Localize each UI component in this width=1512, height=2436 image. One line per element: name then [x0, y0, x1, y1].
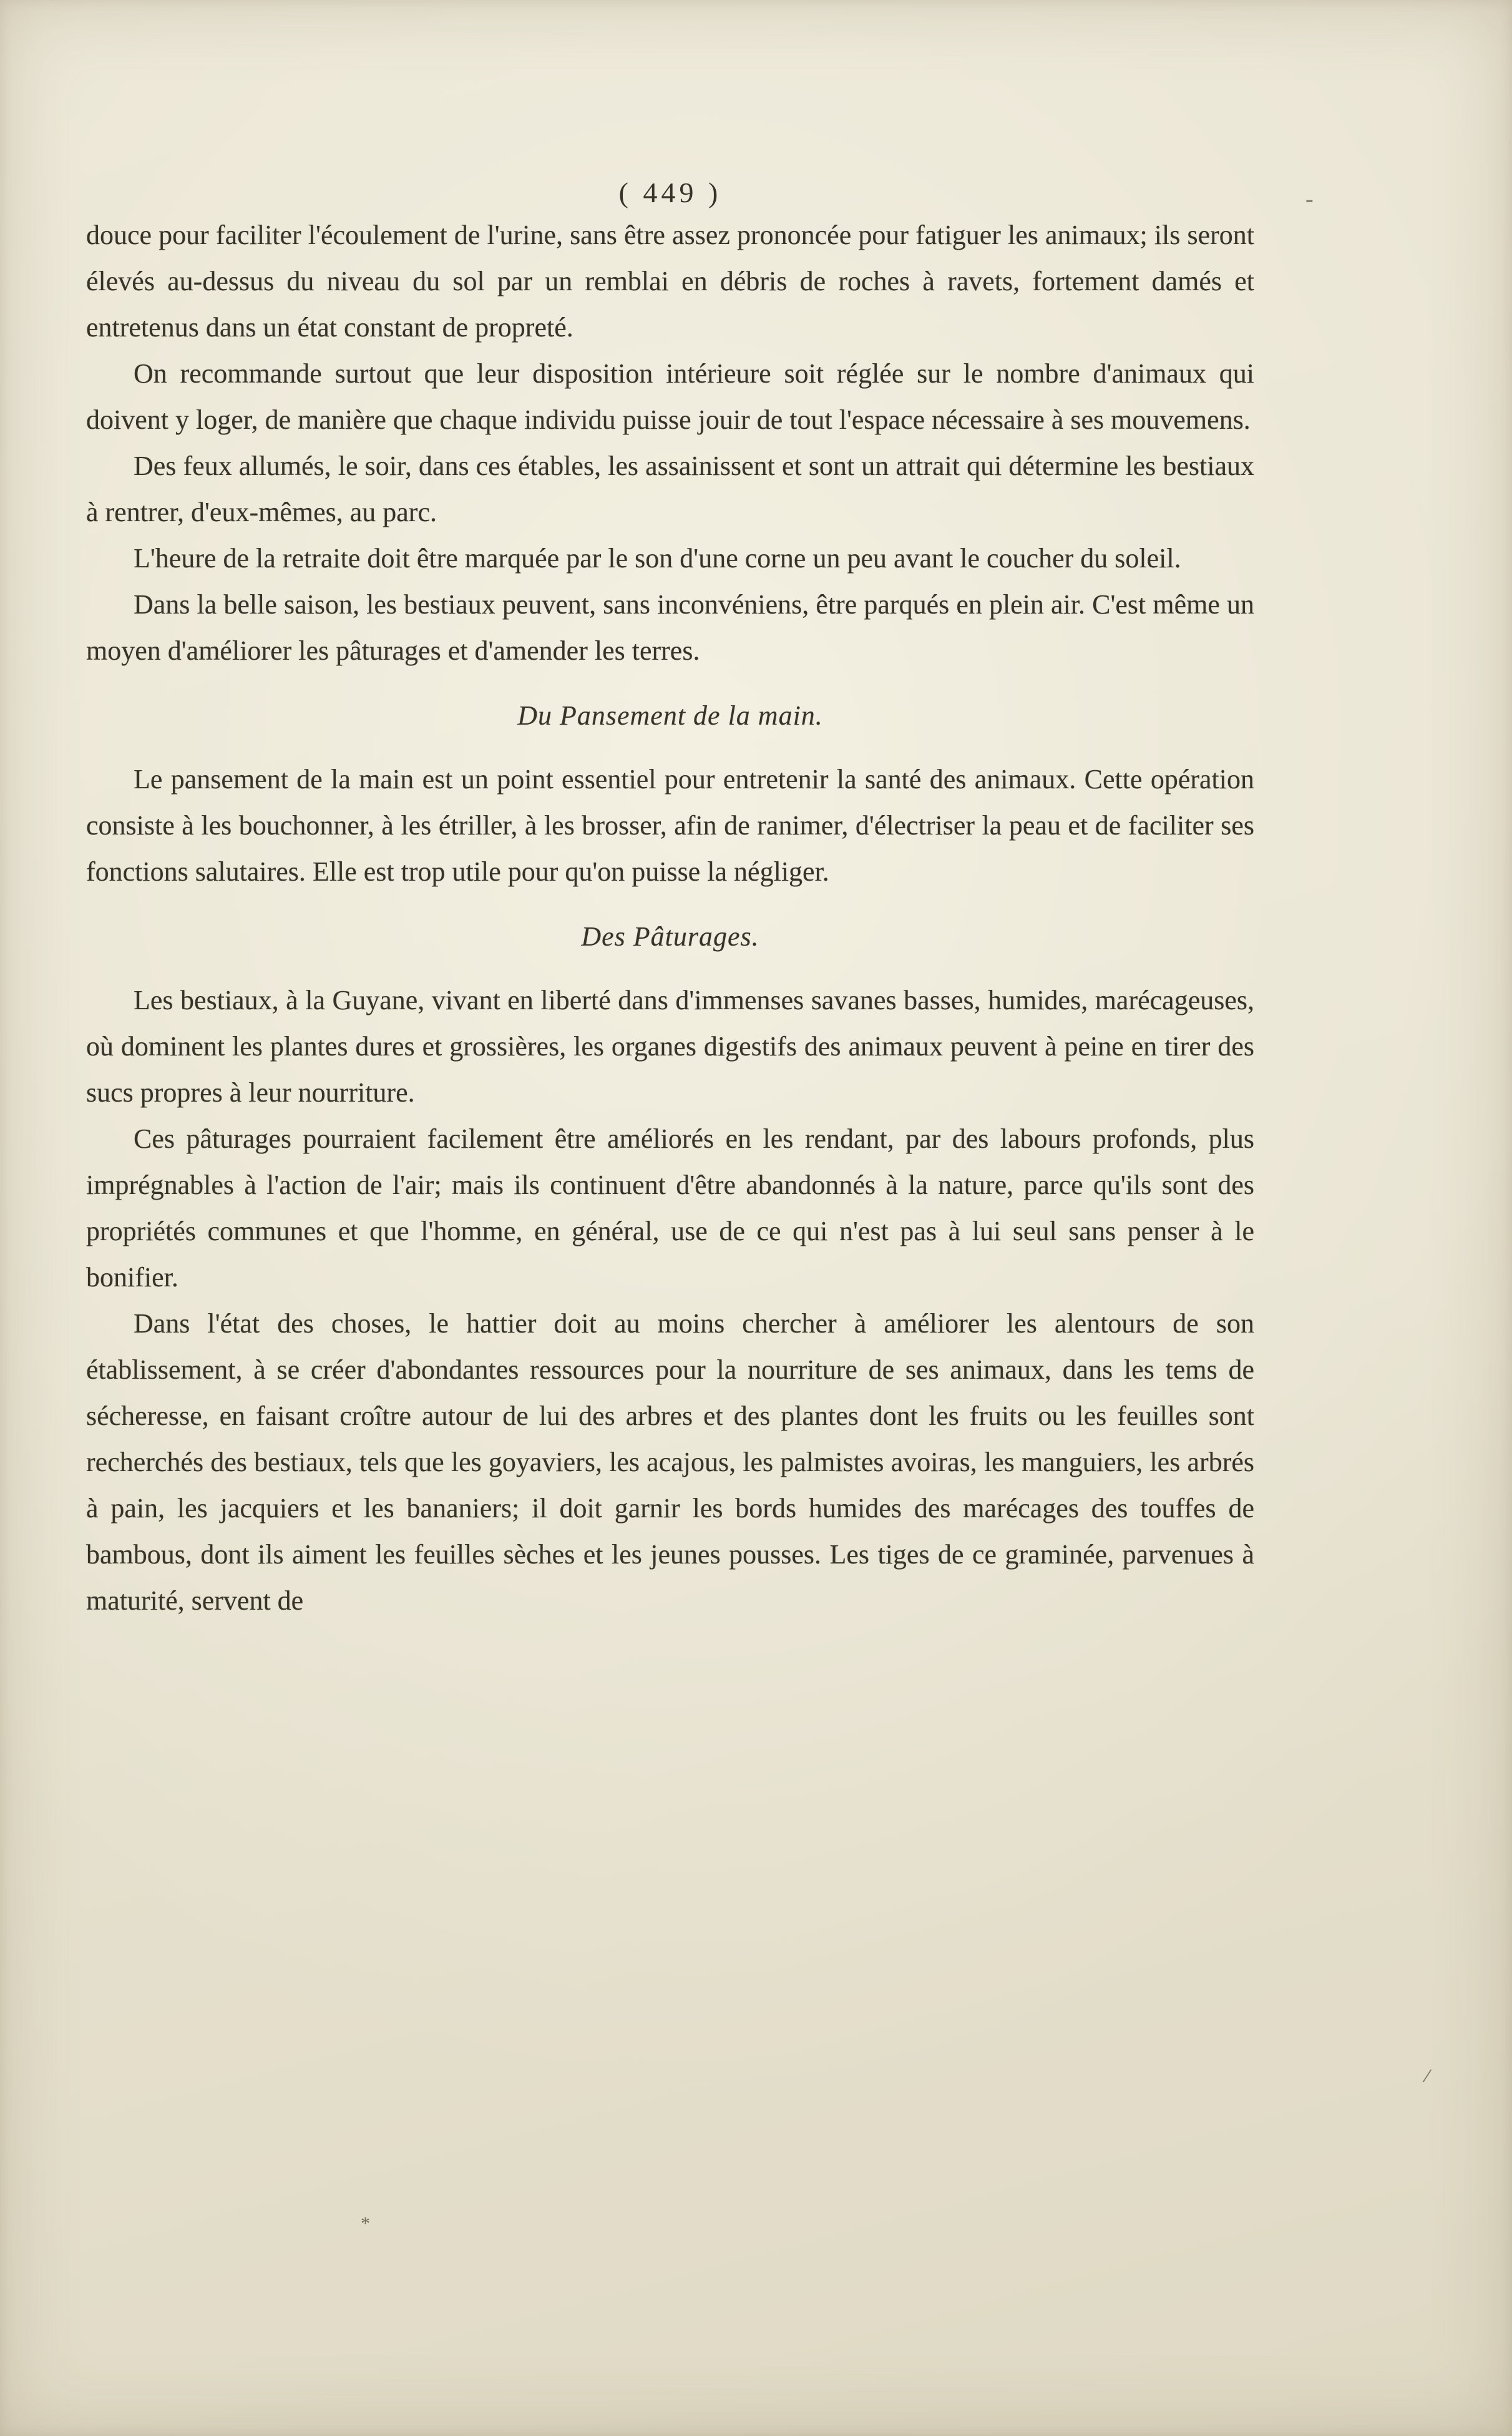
section-heading-paturages: Des Pâturages.: [581, 921, 759, 952]
page-number: ( 449 ): [618, 177, 722, 208]
scan-artifact-dash: -: [1305, 186, 1314, 212]
paragraph-feux-allumes: Des feux allumés, le soir, dans ces étables, les assainissent et sont un attrait qui détermine les bestiaux à rentrer, d'eux-mêmes, au parc.: [86, 451, 1254, 527]
paragraph-paturages-ameliores: Ces pâturages pourraient facilement être améliorés en les rendant, par des labours profonds, plus imprégnables à l'action de l'air; mais ils continuent d'être abandonnés à la nature, parce qu'ils sont des propriétés communes et que l'homme, en général, use de ce qui n'est pas à lui seul sans penser à le bonifier.: [86, 1123, 1254, 1293]
text-block: [86, 212, 1254, 1624]
paragraph-heure-retraite: L'heure de la retraite doit être marquée par le son d'une corne un peu avant le coucher du soleil.: [134, 543, 1181, 574]
paragraph-continuation: douce pour faciliter l'écoulement de l'urine, sans être assez prononcée pour fatiguer les animaux; ils seront élevés au-dessus du niveau du sol par un remblai en débris de roches à ravets, fortement damés et entretenus dans un état constant de propreté.: [86, 220, 1254, 343]
paragraph-disposition-interieure: On recommande surtout que leur disposition intérieure soit réglée sur le nombre d'animaux qui doivent y loger, de manière que chaque individu puisse jouir de tout l'espace nécessaire à ses mouvemens.: [86, 358, 1254, 435]
paragraph-etat-des-choses: Dans l'état des choses, le hattier doit au moins chercher à améliorer les alentours de son établissement, à se créer d'abondantes ressources pour la nourriture de ses animaux, dans les tems de sécheresse, en faisant croître autour de lui des arbres et des plantes dont les fruits ou les feuilles sont recherchés des bestiaux, tels que les goyaviers, les acajous, les palmistes avoiras, les manguiers, les arbrés à pain, les jacquiers et les bananiers; il doit garnir les bords humides des marécages des touffes de bambous, dont ils aiment les feuilles sèches et les jeunes pousses. Les tiges de ce graminée, parvenues à maturité, servent de: [86, 1308, 1254, 1616]
paragraph-belle-saison: Dans la belle saison, les bestiaux peuvent, sans inconvéniens, être parqués en plein air. C'est même un moyen d'améliorer les pâturages et d'amender les terres.: [86, 589, 1254, 666]
paragraph-pansement-main: Le pansement de la main est un point essentiel pour entretenir la santé des animaux. Cette opération consiste à les bouchonner, à les étriller, à les brosser, afin de ranimer, d'électriser la peau et de faciliter ses fonctions salutaires. Elle est trop utile pour qu'on puisse la négliger.: [86, 764, 1254, 887]
scan-artifact-speck: *: [361, 2213, 370, 2234]
paragraph-bestiaux-guyane: Les bestiaux, à la Guyane, vivant en liberté dans d'immenses savanes basses, humides, marécageuses, où dominent les plantes dures et grossières, les organes digestifs des animaux peuvent à peine en tirer des sucs propres à leur nourriture.: [86, 985, 1254, 1108]
scan-artifact-slash: /: [1421, 2064, 1433, 2088]
section-heading-pansement: Du Pansement de la main.: [517, 700, 823, 731]
